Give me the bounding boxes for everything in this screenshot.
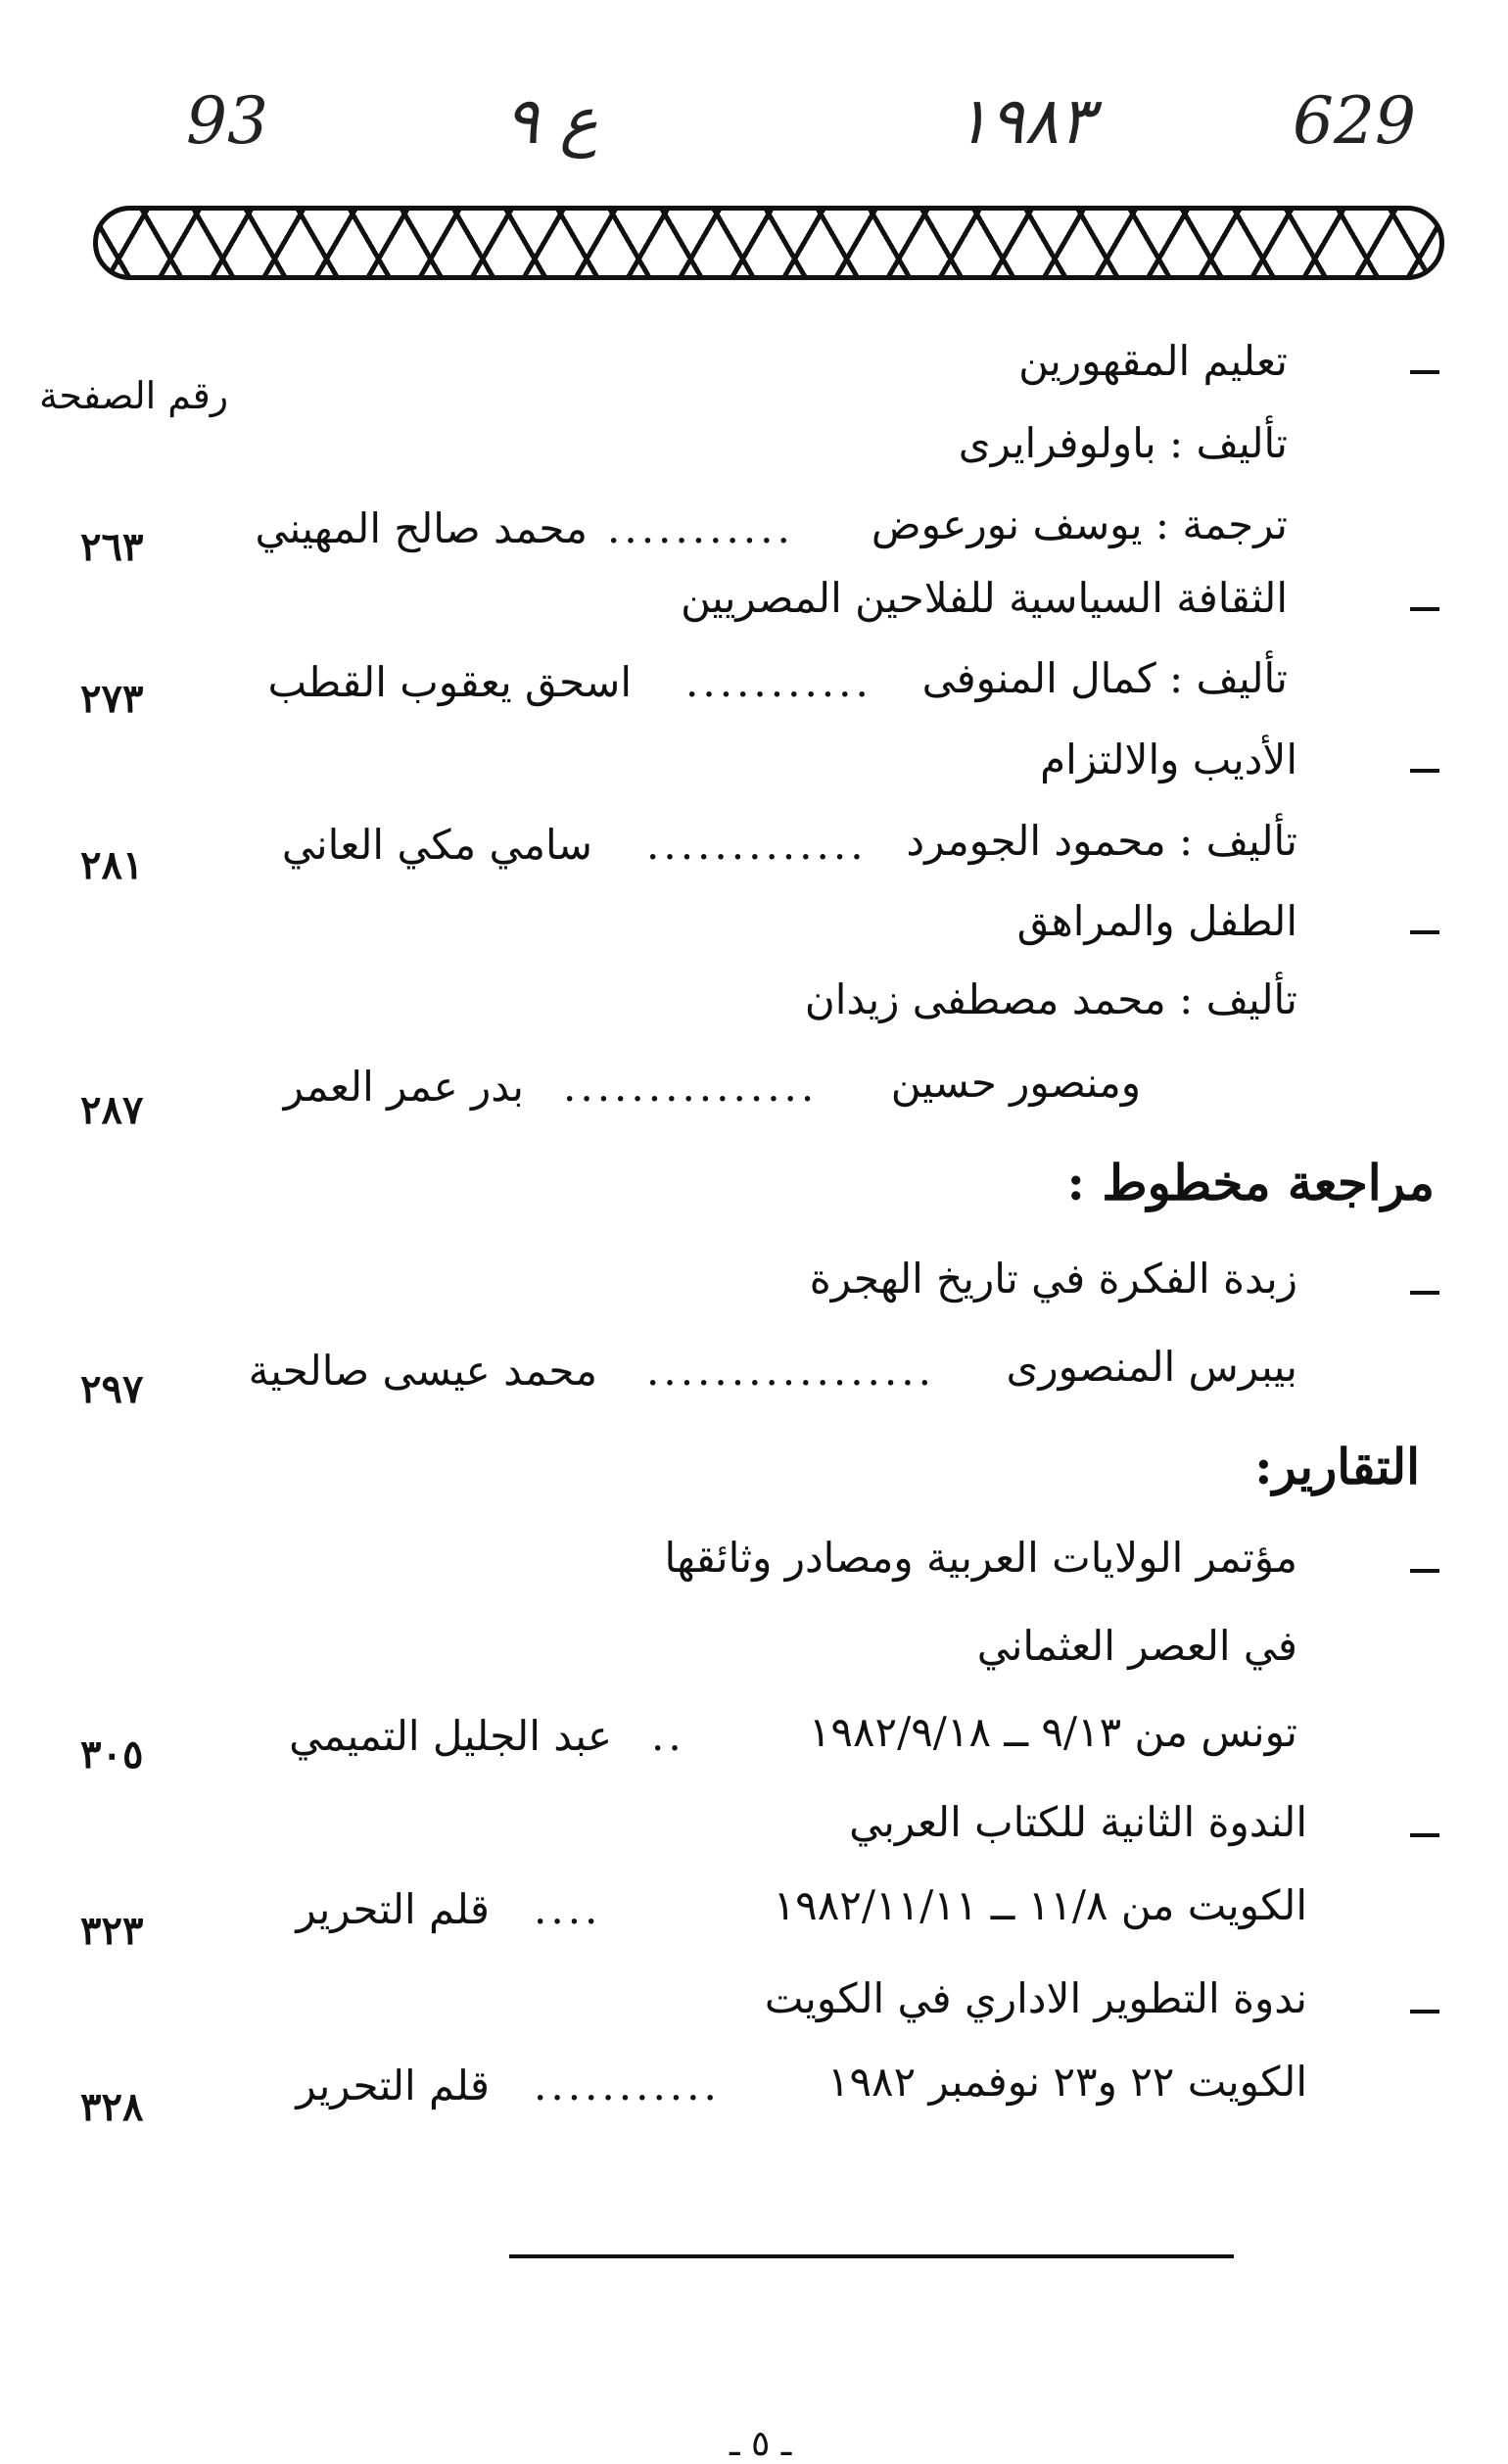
entry-dash — [1410, 2010, 1439, 2014]
leader-dots: ............. — [646, 821, 868, 869]
leader-dots: ........... — [685, 658, 872, 706]
entry-page-number: ٣٢٨ — [80, 2084, 144, 2130]
handwritten-number: 629 — [1293, 83, 1416, 159]
entry-author: تأليف : محمود الجومرد — [906, 817, 1297, 865]
leader-dots: .... — [534, 1885, 602, 1933]
leader-dots: ................. — [646, 1347, 935, 1395]
entry-author: تأليف : باولوفرايرى — [958, 419, 1288, 467]
entry-translator: ترجمة : يوسف نورعوض — [871, 500, 1288, 548]
entry-author: تأليف : كمال المنوفى — [921, 654, 1288, 702]
entry-page-number: ٢٨١ — [80, 842, 144, 888]
entry-dash — [1410, 1291, 1439, 1295]
entry-dash — [1410, 1833, 1439, 1837]
entry-title: الأديب والالتزام — [1040, 735, 1297, 783]
entry-title: الندوة الثانية للكتاب العربي — [849, 1798, 1307, 1846]
entry-page-number: ٣٢٣ — [80, 1908, 144, 1954]
entry-dash — [1410, 930, 1439, 934]
entry-reviewer: قلم التحرير — [296, 1885, 490, 1933]
entry-dash — [1410, 769, 1439, 773]
entry-title: تعليم المقهورين — [1018, 337, 1288, 385]
entry-title: ندوة التطوير الاداري في الكويت — [764, 1974, 1307, 2022]
entry-reviewer: قلم التحرير — [296, 2061, 490, 2109]
entry-author: تأليف : محمد مصطفى زيدان — [804, 975, 1297, 1023]
chain-border-ornament — [93, 206, 1444, 280]
entry-reviewer: محمد عيسى صالحية — [248, 1347, 597, 1395]
handwritten-volume: 93 — [186, 83, 268, 159]
entry-author: بيبرس المنصورى — [1006, 1343, 1297, 1391]
entry-title: مؤتمر الولايات العربية ومصادر وثائقها — [664, 1534, 1297, 1582]
page-number-header: رقم الصفحة — [39, 374, 229, 417]
entry-reviewer: سامي مكي العاني — [281, 821, 592, 869]
entry-reviewer: بدر عمر العمر — [283, 1063, 524, 1111]
footer-rule — [509, 2254, 1234, 2258]
handwritten-issue: ع ٩ — [504, 83, 598, 159]
page-footer-number: ـ ٥ ـ — [730, 2424, 792, 2464]
entry-page-number: ٢٨٧ — [80, 1087, 144, 1133]
entry-page-number: ٢٩٧ — [80, 1366, 144, 1412]
leader-dots: ........... — [607, 504, 794, 552]
entry-page-number: ٢٧٣ — [80, 676, 144, 722]
section-heading-reports: التقارير: — [1254, 1438, 1420, 1495]
entry-reviewer: محمد صالح المهيني — [255, 504, 588, 552]
leader-dots: .. — [651, 1712, 685, 1760]
entry-subtitle: في العصر العثماني — [976, 1622, 1297, 1670]
entry-reviewer: عبد الجليل التميمي — [289, 1712, 612, 1760]
entry-dash — [1410, 370, 1439, 374]
entry-dash — [1410, 607, 1439, 611]
entry-location-date: تونس من ٩/١٣ ــ ١٩٨٢/٩/١٨ — [808, 1708, 1297, 1756]
leader-dots: ............... — [563, 1063, 819, 1111]
section-heading-manuscript: مراجعة مخطوط : — [1066, 1154, 1435, 1211]
entry-location-date: الكويت ٢٢ و٢٣ نوفمبر ١٩٨٢ — [826, 2058, 1307, 2106]
handwritten-year: ١٩٨٣ — [955, 83, 1094, 159]
entry-title: الثقافة السياسية للفلاحين المصريين — [681, 574, 1288, 622]
entry-coauthor: ومنصور حسين — [890, 1059, 1141, 1107]
entry-page-number: ٢٦٣ — [80, 524, 144, 570]
entry-title: زبدة الفكرة في تاريخ الهجرة — [809, 1255, 1297, 1303]
leader-dots: ........... — [534, 2061, 721, 2109]
entry-reviewer: اسحق يعقوب القطب — [267, 658, 632, 706]
entry-location-date: الكويت من ١١/٨ ــ ١٩٨٢/١١/١١ — [773, 1881, 1307, 1929]
entry-page-number: ٣٠٥ — [80, 1731, 144, 1777]
entry-title: الطفل والمراهق — [1016, 897, 1297, 945]
entry-dash — [1410, 1569, 1439, 1573]
